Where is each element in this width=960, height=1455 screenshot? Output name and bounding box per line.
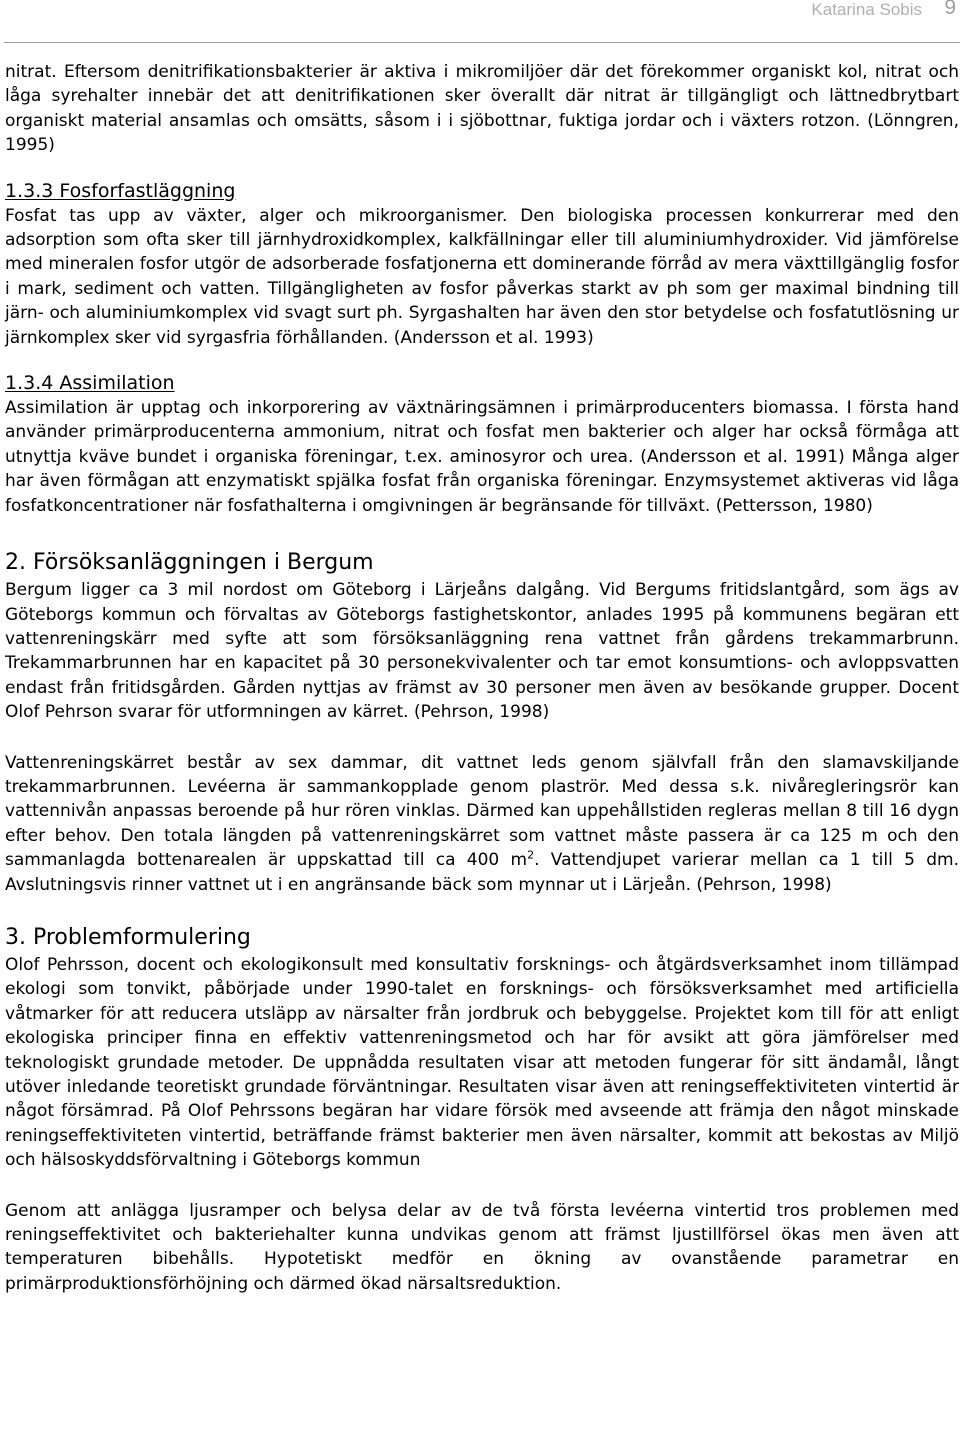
heading-assimilation: 1.3.4 Assimilation bbox=[5, 372, 175, 395]
heading-fosforfastlaggning: 1.3.3 Fosforfastläggning bbox=[5, 179, 236, 202]
paragraph-assimilation: Assimilation är upptag och inkorporering av växtnäringsämnen i primärproducenters biomassa. I första hand använder primärproducenterna ammonium, nitrat och fosfat men bakterier och alger har också förmåga att utnyttja kväve bundet i organiska föreningar, t.ex. aminosyror och urea. (Andersson et al. 1991) Många alger har även förmågan att enzymatiskt spjälka fosfat från organiska föreningar. Enzymsystemet aktiveras vid låga fosfatkoncentrationer när fosfathalterna i omgivningen är begränsande för tillväxt. (Pettersson, 1980) bbox=[5, 398, 959, 516]
paragraph-bergum-1: Bergum ligger ca 3 mil nordost om Göteborg i Lärjeåns dalgång. Vid Bergums fritidslantgård, som ägs av Göteborgs kommun och förvaltas av Göteborgs fastighetskontor, anlades 1995 på kommunens begäran ett vattenreningskärr med syfte att som försöksanläggning rena vattnet från gårdens trekammarbrunn. Trekammarbrunnen har en kapacitet på 30 personekvivalenter och tar emot konsumtions- och avloppsvatten endast från fritidsgården. Gården nyttjas av främst av 30 personer men även av besökande grupper. Docent Olof Pehrson svarar för utformningen av kärret. (Pehrson, 1998) bbox=[5, 580, 959, 723]
page-header bbox=[0, 0, 960, 40]
header-author: Katarina Sobis bbox=[811, 0, 922, 19]
paragraph-bergum-2-text: Vattenreningskärret består av sex dammar, dit vattnet leds genom självfall från den slamavskiljande trekammarbrunnen. Levéerna är sammankopplade genom plaströr. Med dessa s.k. nivåregleringsrör kan vattennivån anpassas beroende på hur rören vinklas. Därmed kan uppehållstiden regleras mellan 8 till 16 dygn efter behov. Den totala längden på vattenreningskärret som vattnet måste passera är ca 125 m och den sammanlagda bottenarealen är uppskattad till ca 400 m bbox=[5, 752, 959, 871]
paragraph-problem-1: Olof Pehrsson, docent och ekologikonsult med konsultativ forsknings- och åtgärdsverksamhet inom tillämpad ekologi som tonvikt, påbörjade under 1990-talet en forsknings- och försöksverksamhet med artificiella våtmarker för att reducera utsläpp av närsalter från jordbruk och bebyggelse. Projektet kom till för att enligt ekologiska principer finna en effektiv vattenreningsmetod och har för avsikt att göra jämförelser med teknologiskt grundade metoder. De uppnådda resultaten visar att metoden fungerar för sitt ändamål, långt utöver inledande teoretiskt grundade förväntningar. Resultaten visar även att reningseffektiviteten vintertid är något försämrad. På Olof Pehrssons begäran har vidare försök med avseende att främja den något minskade reningseffektiviteten vintertid, beträffande främst bakterier men även närsalter, kommit att bekostas av Miljö och hälsoskyddsförvaltning i Göteborgs kommun bbox=[5, 954, 959, 1171]
page-number: 9 bbox=[944, 0, 956, 19]
paragraph-problem-2: Genom att anlägga ljusramper och belysa delar av de två första levéerna vintertid tros problemen med reningseffektivitet och bakteriehalter kunna undvikas genom att främst ljustillförsel ökas men även att temperaturen bibehålls. Hypotetiskt medför en ökning av ovanstående parametrar en primärproduktionsförhöjning och därmed ökad närsaltsreduktion. bbox=[5, 1200, 959, 1294]
paragraph-fosforfastlaggning: Fosfat tas upp av växter, alger och mikroorganismer. Den biologiska processen konkurrerar med den adsorption som ofta sker till järnhydroxidkomplex, kalkfällningar eller till aluminiumhydroxider. Vid jämförelse med mineralen fosfor utgör de adsorberade fosfatjonerna ett dominerande förråd av mera växttillgänglig fosfor i mark, sediment och vatten. Tillgängligheten av fosfor påverkas starkt av ph som ger maximal bindning till järn- och aluminiumkomplex vid svagt surt ph. Syrgashalten har även den stor betydelse och fosfatutlösning ur järnkomplex sker vid syrgasfria förhållanden. (Andersson et al. 1993) bbox=[5, 205, 959, 348]
superscript-2: 2 bbox=[527, 848, 535, 862]
document-body bbox=[5, 60, 959, 1296]
paragraph-bergum-2-text-end: . Vattendjupet varierar mellan ca 1 till 5 dm. Avslutningsvis rinner vattnet ut i en angränsande bäck som mynnar ut i Lärjeån. (Pehrson, 1998) bbox=[5, 850, 960, 895]
paragraph-bergum-2 bbox=[5, 751, 959, 897]
heading-forsoksanlaggningen: 2. Försöksanläggningen i Bergum bbox=[5, 550, 374, 576]
heading-problemformulering: 3. Problemformulering bbox=[5, 924, 251, 950]
intro-paragraph: nitrat. Eftersom denitrifikationsbakterier är aktiva i mikromiljöer där det förekommer organiskt kol, nitrat och låga syrehalter innebär det att denitrifikationen sker överallt där nitrat är tillgängligt och lättnedbrytbart organiskt material ansamlas och omsätts, såsom i i sjöbottnar, fuktiga jordar och i växters rotzon. (Lönngren, 1995) bbox=[5, 62, 959, 156]
header-rule bbox=[4, 42, 960, 43]
